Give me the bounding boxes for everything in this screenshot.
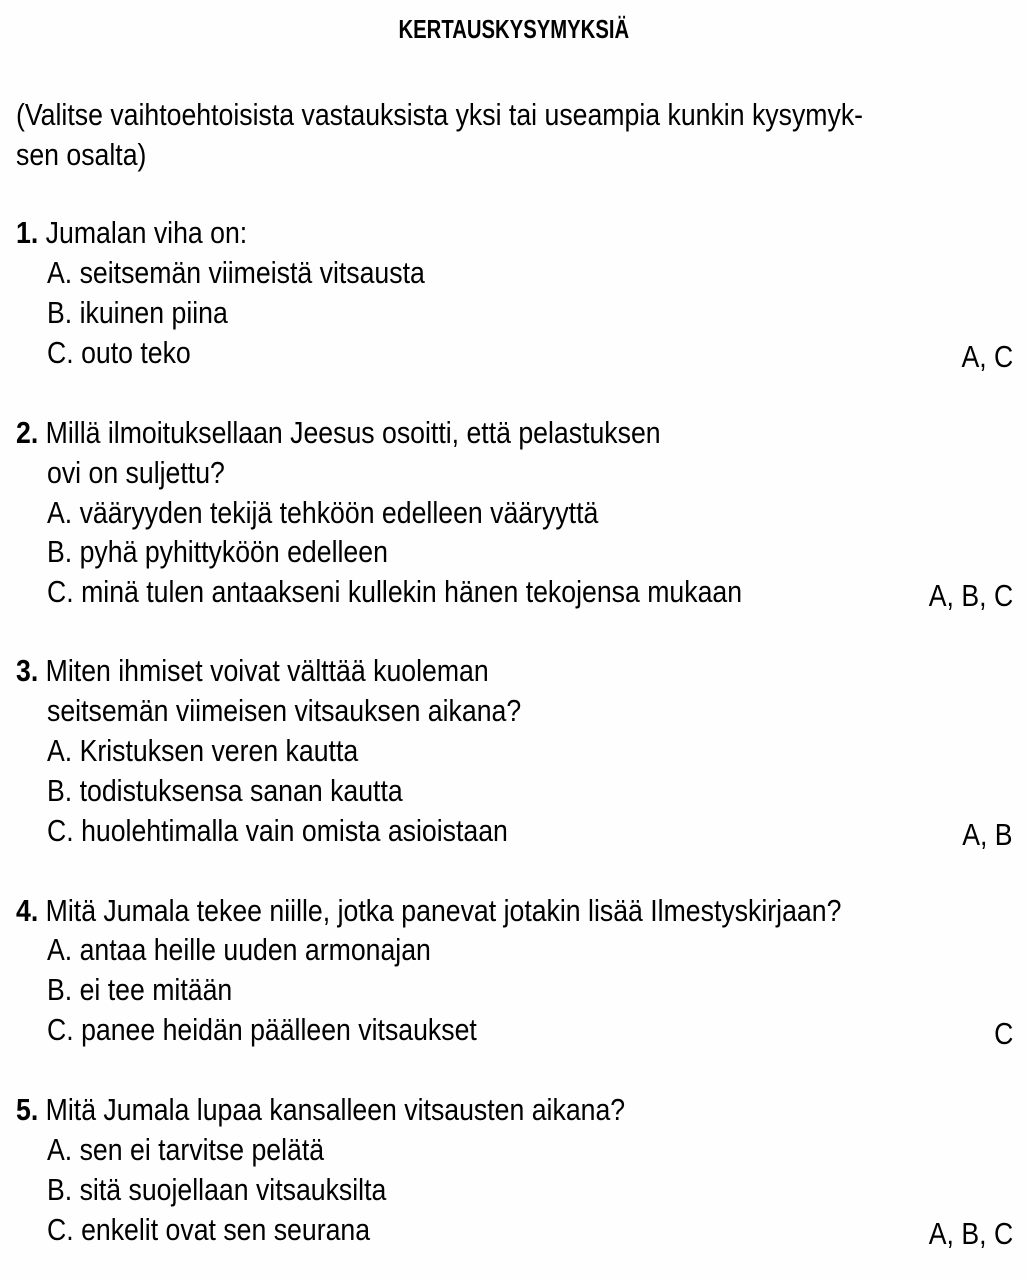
question-text-line: Mitä Jumala tekee niille, jotka panevat jotakin lisää Ilmestyskirjaan? [45,893,842,928]
question-1-option-c: C. outo teko [47,335,191,370]
question-1-option-a: A. seitsemän viimeistä vitsausta [47,255,425,290]
question-4-option-c: C. panee heidän päälleen vitsaukset [47,1012,477,1047]
question-2-option-c: C. minä tulen antaakseni kullekin hänen tekojensa mukaan [47,574,743,609]
question-5-answer: A, B, C [928,1216,1013,1251]
question-number: 5. [16,1092,39,1127]
question-5-text [16,1091,625,1129]
question-4-answer: C [993,1016,1013,1051]
question-1-option-b: B. ikuinen piina [47,295,228,330]
instructions-line-1: (Valitse vaihtoehtoisista vastauksista yksi tai useampia kunkin kysymyk- [16,97,864,132]
question-3-text [16,652,489,690]
question-number: 4. [16,893,39,928]
question-5-option-b: B. sitä suojellaan vitsauksilta [47,1172,387,1207]
question-1-text [16,214,247,252]
question-3-answer: A, B [962,817,1013,852]
question-3-option-c: C. huolehtimalla vain omista asioistaan [47,813,508,848]
question-text-line: Millä ilmoituksellaan Jeesus osoitti, että pelastuksen [45,415,661,450]
question-text-line: Miten ihmiset voivat välttää kuoleman [45,653,489,688]
question-2-option-a: A. vääryyden tekijä tehköön edelleen vääryyttä [47,495,599,530]
question-5-option-c: C. enkelit ovat sen seurana [47,1212,371,1247]
question-2-answer: A, B, C [928,578,1013,613]
question-1-answer: A, C [961,339,1013,374]
question-3-option-a: A. Kristuksen veren kautta [47,733,359,768]
question-number: 3. [16,653,39,688]
question-4-text [16,892,841,930]
question-3-option-b: B. todistuksensa sanan kautta [47,773,403,808]
question-5-option-a: A. sen ei tarvitse pelätä [47,1132,325,1167]
question-4-option-b: B. ei tee mitään [47,972,233,1007]
question-4-option-a: A. antaa heille uuden armonajan [47,932,431,967]
question-2-text [16,414,661,452]
instructions-line-2: sen osalta) [16,137,147,172]
question-text-line: Jumalan viha on: [45,215,248,250]
question-3-text-line-2: seitsemän viimeisen vitsauksen aikana? [47,693,522,728]
question-number: 1. [16,215,39,250]
question-text-line: Mitä Jumala lupaa kansalleen vitsausten aikana? [45,1092,626,1127]
question-2-text-line-2: ovi on suljettu? [47,455,225,490]
page-title: KERTAUSKYSYMYKSIÄ [398,14,630,44]
question-number: 2. [16,415,39,450]
question-2-option-b: B. pyhä pyhittyköön edelleen [47,534,388,569]
